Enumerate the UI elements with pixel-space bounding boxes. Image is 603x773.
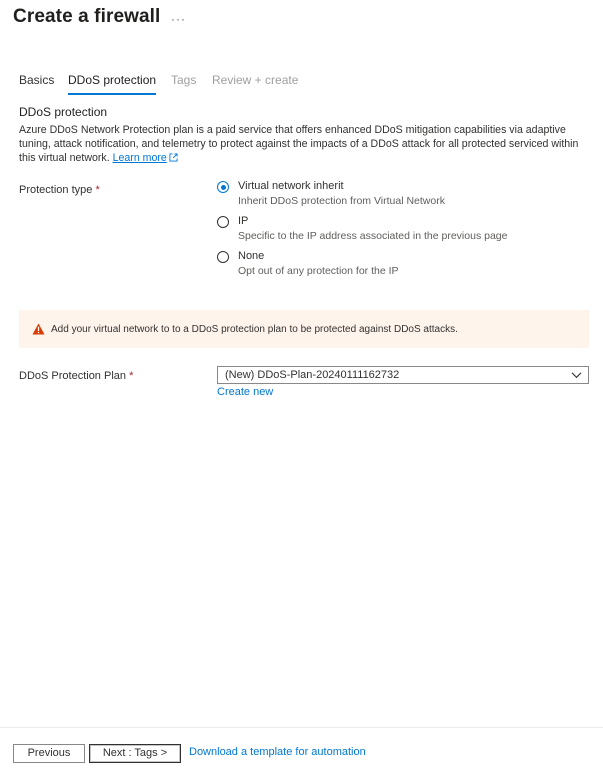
chevron-down-icon: [571, 371, 582, 379]
section-description: [19, 123, 587, 165]
required-asterisk: *: [95, 184, 100, 196]
learn-more-label: Learn more: [112, 152, 167, 164]
section-title: DDoS protection: [19, 105, 108, 119]
description-text: Azure DDoS Network Protection plan is a paid service that offers enhanced DDoS mitigation capabilities via adaptive tuning, attack notification, and telemetry to protect against the impacts of a DDoS attack for all protected serviced within this virtual network.: [19, 124, 579, 164]
ddos-plan-label-text: DDoS Protection Plan: [19, 370, 126, 382]
next-tags-button[interactable]: Next : Tags >: [89, 744, 181, 763]
warning-banner: [19, 310, 589, 348]
tab-basics[interactable]: Basics: [19, 73, 55, 87]
previous-button[interactable]: Previous: [13, 744, 85, 763]
ddos-plan-dropdown[interactable]: [217, 366, 589, 384]
tab-tags[interactable]: Tags: [171, 73, 197, 87]
radio-label: IP: [238, 215, 249, 227]
radio-button[interactable]: [217, 216, 229, 228]
radio-label: Virtual network inherit: [238, 180, 344, 192]
tab-review-create[interactable]: Review + create: [212, 73, 299, 87]
external-link-icon: [169, 153, 178, 162]
learn-more-link[interactable]: [113, 152, 167, 164]
radio-selected-dot: [221, 185, 226, 190]
radio-description: Inherit DDoS protection from Virtual Network: [238, 195, 445, 207]
warning-text: Add your virtual network to to a DDoS protection plan to be protected against DDoS attacks.: [51, 324, 458, 335]
page-title: Create a firewall: [13, 6, 161, 27]
tab-ddos-protection[interactable]: DDoS protection: [68, 73, 156, 95]
radio-label: None: [238, 250, 265, 262]
protection-type-label: [19, 184, 100, 196]
more-options-button[interactable]: ···: [171, 12, 186, 26]
radio-button[interactable]: [217, 181, 229, 193]
radio-description: Opt out of any protection for the IP: [238, 265, 399, 277]
required-asterisk: *: [129, 370, 134, 382]
warning-icon: [32, 323, 45, 335]
download-template-link[interactable]: Download a template for automation: [189, 746, 366, 758]
radio-button[interactable]: [217, 251, 229, 263]
ddos-plan-label: [19, 370, 133, 382]
create-new-link[interactable]: Create new: [217, 386, 274, 398]
footer-divider: [0, 727, 603, 728]
protection-type-label-text: Protection type: [19, 184, 93, 196]
dropdown-selected-value: (New) DDoS-Plan-20240111162732: [225, 369, 400, 381]
radio-description: Specific to the IP address associated in the previous page: [238, 230, 508, 242]
